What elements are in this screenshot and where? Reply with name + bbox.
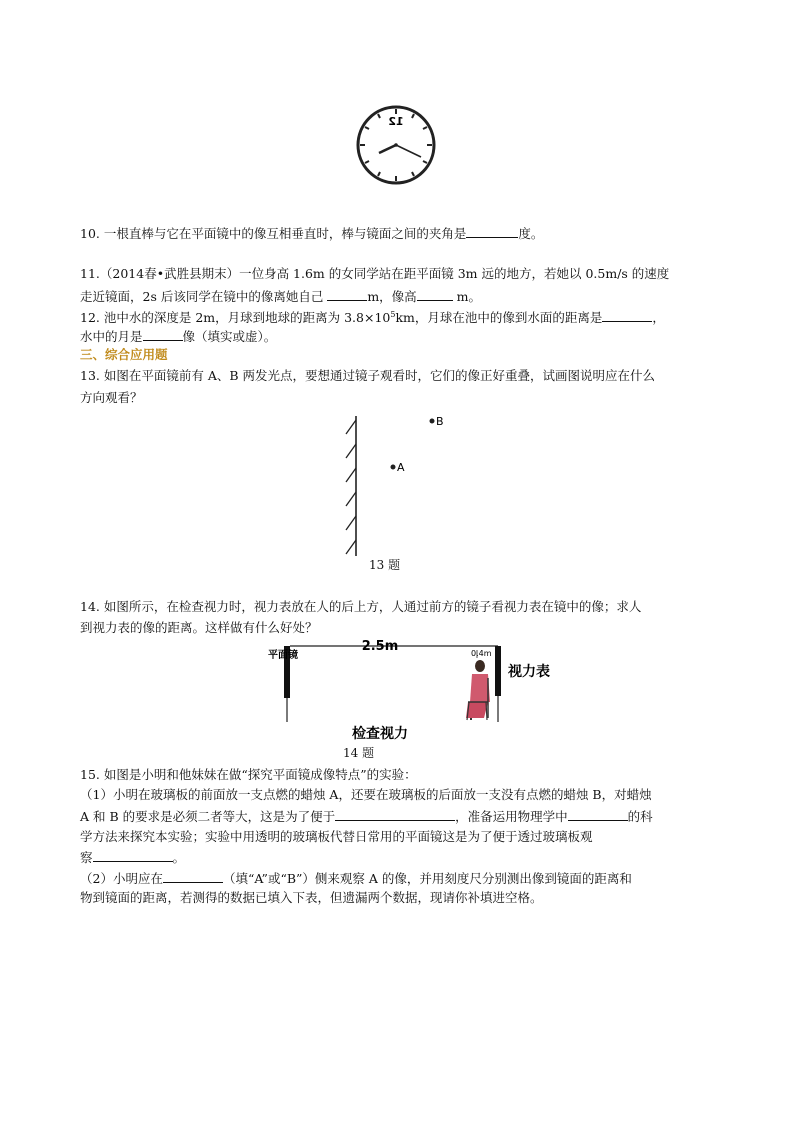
question-13-line-1: 13. 如图在平面镜前有 A、B 两发光点，要想通过镜子观看时，它们的像正好重叠，试画图说明应在什么 [80,368,656,383]
question-13-line-2: 方向观看？ [80,390,143,405]
answer-blank-11a[interactable] [327,287,367,301]
answer-blank-10[interactable] [466,224,518,238]
figure-14-caption: 14 题 [343,746,375,760]
question-11-line-2: 走近镜面，2s 后该同学在镜中的像离她自己 m，像高 m。 [80,289,482,304]
figure-13 [336,410,456,560]
question-15-line-4: 学方法来探究本实验；实验中用透明的玻璃板代替日常用的平面镜这是为了便于透过玻璃板观 [80,829,593,844]
point-b-label: B [436,415,444,428]
answer-blank-15c[interactable] [93,848,173,862]
question-12-line-1: 12. 池中水的深度是 2m，月球到地球的距离为 $3.8\times 10^5km$，月球在池中的像到水面的距离是 ， [80,310,665,326]
figure-14 [262,638,550,746]
vision-chart [495,646,501,696]
question-14-line-2: 到视力表的像的距离。这样做有什么好处？ [80,620,318,635]
figure-13-caption: 13 题 [369,558,401,572]
question-10: 10. 一根直棒与它在平面镜中的像互相垂直时，棒与镜面之间的夹角是 度。 [80,226,544,241]
person-on-chair [466,660,490,720]
figure-14-title: 检查视力 [352,726,408,742]
question-15-line-6: （2）小明应在 （填“A”或“B”）侧来观察 A 的像，并用刻度尺分别测出像到镜面的距离和 [80,871,632,886]
question-14-line-1: 14. 如图所示，在检查视力时，视力表放在人的后上方，人通过前方的镜子看视力表在镜中的像；求人 [80,599,642,614]
mirror-clock-figure [355,104,437,186]
clock-numeral: 12 [388,115,404,128]
vision-chart-label: 视力表 [508,664,550,680]
question-15-line-2: （1）小明在玻璃板的前面放一支点燃的蜡烛 A，还要在玻璃板的后面放一支没有点燃的蜡烛 B，对蜡烛 [80,787,652,802]
question-11-line-1: 11.（2014春•武胜县期末）一位身高 1.6m 的女同学站在距平面镜 3m 远的地方，若她以 0.5m/s 的速度 [80,266,670,281]
small-distance-label: 0.4m [471,649,492,658]
question-15-line-5: 察 。 [80,850,186,865]
question-15-line-1: 15. 如图是小明和他妹妹在做“探究平面镜成像特点”的实验： [80,767,417,782]
point-a [391,465,396,470]
mirror-label: 平面镜 [268,650,298,661]
point-a-label: A [397,461,405,474]
answer-blank-15d[interactable] [163,869,223,883]
question-15-line-7: 物到镜面的距离，若测得的数据已填入下表，但遗漏两个数据，现请你补填进空格。 [80,890,543,905]
answer-blank-15a[interactable] [335,807,455,821]
question-15-line-3: A 和 B 的要求是必须二者等大，这是为了便于 ，准备运用物理学中 的科 [80,809,653,824]
answer-blank-12a[interactable] [602,308,652,322]
point-b [430,419,435,424]
answer-blank-15b[interactable] [568,807,628,821]
section-heading: 三、综合应用题 [80,347,168,362]
question-12-line-2: 水中的月是 像（填实或虚）。 [80,329,277,344]
answer-blank-12b[interactable] [143,327,183,341]
answer-blank-11b[interactable] [417,287,453,301]
distance-label: 2.5m [361,639,399,654]
